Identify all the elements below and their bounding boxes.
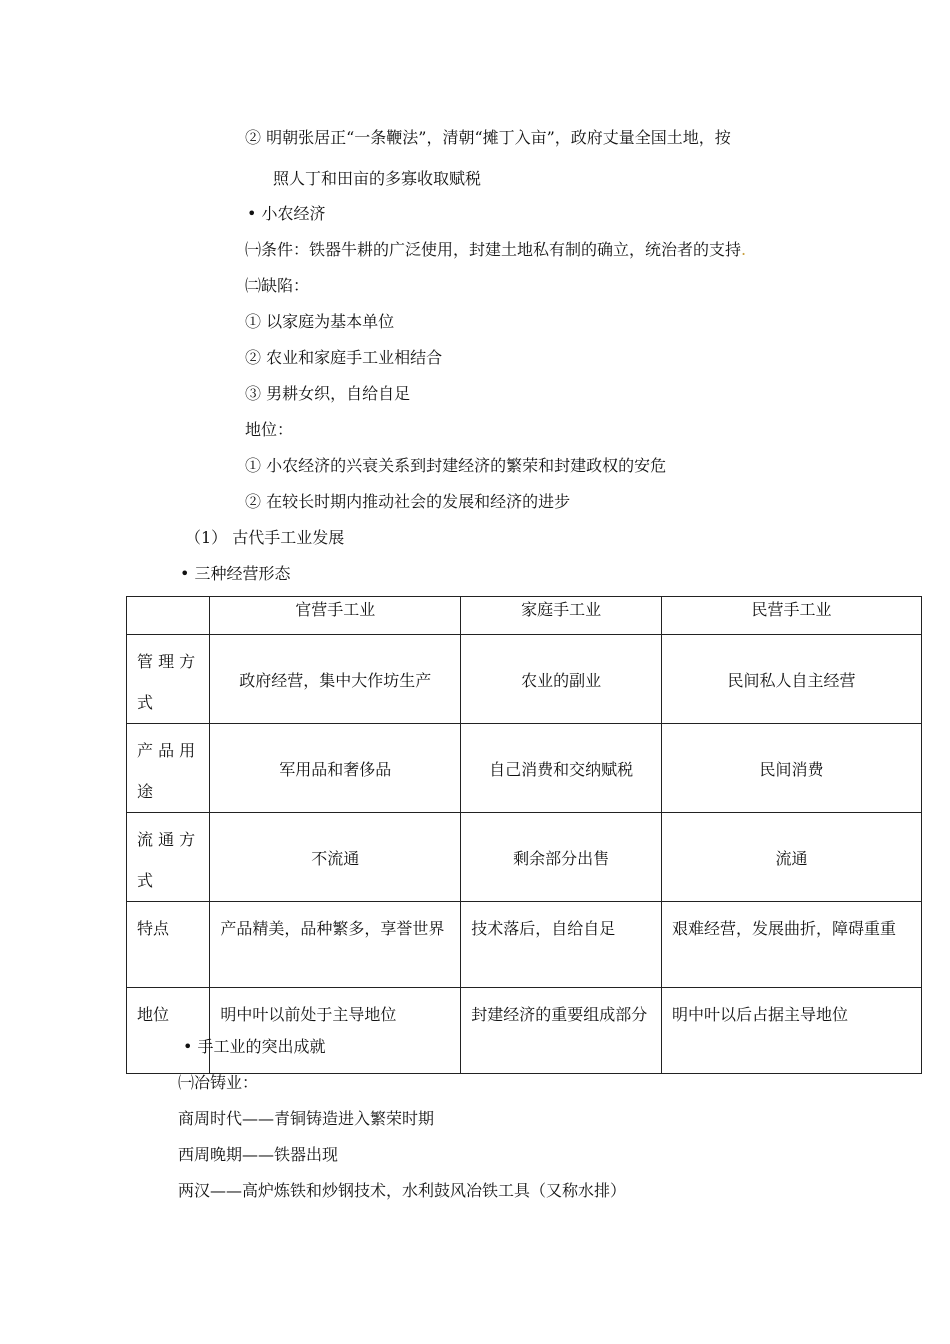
list-item: 两汉——高炉炼铁和炒钢技术，水利鼓风冶铁工具（又称水排） bbox=[178, 1181, 627, 1200]
text-line: 照人丁和田亩的多寡收取赋税 bbox=[273, 169, 482, 188]
list-item: ③ 男耕女织，自给自足 bbox=[245, 384, 411, 403]
row-label: 产 品 用 途 bbox=[127, 724, 210, 813]
list-item: 商周时代——青铜铸造进入繁荣时期 bbox=[178, 1109, 435, 1128]
table-header-cell bbox=[127, 597, 210, 635]
section-heading: • 手工业的突出成就 bbox=[183, 1037, 326, 1056]
table-cell: 剩余部分出售 bbox=[461, 813, 662, 902]
table-cell: 明中叶以后占据主导地位 bbox=[662, 988, 922, 1074]
row-label: 管 理 方 式 bbox=[127, 635, 210, 724]
text-line: 地位： bbox=[245, 420, 294, 439]
list-item: ① 以家庭为基本单位 bbox=[245, 312, 395, 331]
table-cell: 民间私人自主经营 bbox=[662, 635, 922, 724]
section-heading: • 三种经营形态 bbox=[180, 564, 291, 583]
table-row bbox=[127, 988, 922, 1074]
table-row bbox=[127, 724, 922, 813]
table-header-cell: 民营手工业 bbox=[662, 597, 922, 635]
text-line: ② 明朝张居正“一条鞭法”，清朝“摊丁入亩”，政府丈量全国土地，按 bbox=[245, 128, 731, 147]
table-cell: 流通 bbox=[662, 813, 922, 902]
row-label: 地位 bbox=[127, 988, 210, 1074]
table-row bbox=[127, 635, 922, 724]
text-line: ㈡缺陷： bbox=[245, 276, 310, 295]
table-row bbox=[127, 902, 922, 988]
table-cell: 军用品和奢侈品 bbox=[210, 724, 461, 813]
table-cell: 不流通 bbox=[210, 813, 461, 902]
table-cell: 封建经济的重要组成部分 bbox=[461, 988, 662, 1074]
table-cell: 产品精美，品种繁多，享誉世界 bbox=[210, 902, 461, 988]
table-row bbox=[127, 813, 922, 902]
section-title: （1） 古代手工业发展 bbox=[185, 528, 345, 547]
text-line: ㈠条件：铁器牛耕的广泛使用，封建土地私有制的确立，统治者的支持. bbox=[245, 240, 747, 259]
text-line: ㈠冶铸业： bbox=[178, 1073, 259, 1092]
table-cell: 明中叶以前处于主导地位 bbox=[210, 988, 461, 1074]
table-header-cell: 家庭手工业 bbox=[461, 597, 662, 635]
table-cell: 政府经营，集中大作坊生产 bbox=[210, 635, 461, 724]
list-item: ② 农业和家庭手工业相结合 bbox=[245, 348, 443, 367]
list-item: 西周晚期——铁器出现 bbox=[178, 1145, 339, 1164]
table-header-cell: 官营手工业 bbox=[210, 597, 461, 635]
row-label: 流 通 方 式 bbox=[127, 813, 210, 902]
table-header-row bbox=[127, 597, 922, 635]
table-cell: 技术落后，自给自足 bbox=[461, 902, 662, 988]
operation-forms-table bbox=[126, 596, 922, 1074]
table-cell: 艰难经营，发展曲折，障碍重重 bbox=[662, 902, 922, 988]
table-cell: 民间消费 bbox=[662, 724, 922, 813]
table-cell: 农业的副业 bbox=[461, 635, 662, 724]
table-cell: 自己消费和交纳赋税 bbox=[461, 724, 662, 813]
section-heading: • 小农经济 bbox=[247, 204, 326, 223]
list-item: ① 小农经济的兴衰关系到封建经济的繁荣和封建政权的安危 bbox=[245, 456, 667, 475]
list-item: ② 在较长时期内推动社会的发展和经济的进步 bbox=[245, 492, 571, 511]
row-label: 特点 bbox=[127, 902, 210, 988]
